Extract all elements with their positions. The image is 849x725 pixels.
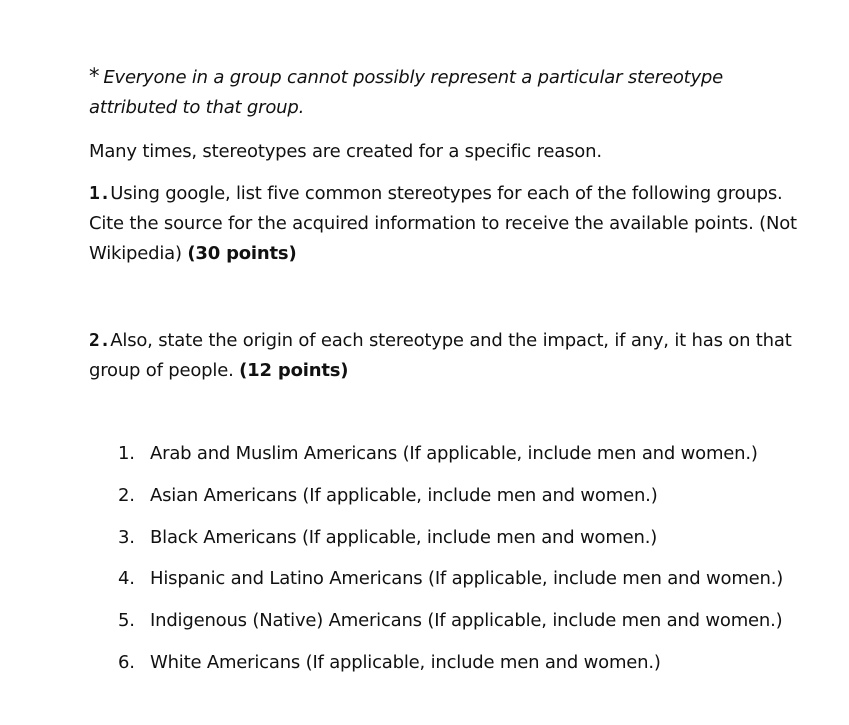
list-item-index: 2. <box>118 484 135 506</box>
list-item-index: 4. <box>118 568 135 590</box>
list-item-text: Indigenous (Native) Americans (If applicable, include men and women.) <box>150 610 783 632</box>
list-item-text: White Americans (If applicable, include men and women.) <box>150 651 661 673</box>
question-1-paragraph <box>89 179 814 269</box>
intro-paragraph: Many times, stereotypes are created for a specific reason. <box>89 141 602 162</box>
question-1-points: (30 points) <box>187 243 297 264</box>
asterisk-mark: * <box>89 64 100 88</box>
list-item-text: Hispanic and Latino Americans (If applicable, include men and women.) <box>150 568 784 590</box>
question-2-number: 2. <box>89 330 111 351</box>
list-item-index: 5. <box>118 610 135 632</box>
list-item-text: Asian Americans (If applicable, include men and women.) <box>150 484 658 506</box>
list-item <box>118 442 783 484</box>
question-1-number: 1. <box>89 183 111 204</box>
list-item-index: 6. <box>118 651 135 673</box>
question-2-points: (12 points) <box>239 360 349 381</box>
groups-list <box>118 442 783 693</box>
note-text: Everyone in a group cannot possibly represent a particular stereotype attributed to that group. <box>89 67 724 118</box>
list-item-text: Arab and Muslim Americans (If applicable, include men and women.) <box>150 443 758 464</box>
question-1-text: Using google, list five common stereotypes for each of the following groups. Cite the source for the acquired information to receive the available points. (Not Wikipedia) <box>89 183 797 264</box>
list-item-text: Black Americans (If applicable, include men and women.) <box>150 526 658 548</box>
list-item-index: 1. <box>118 443 135 464</box>
question-2-text: Also, state the origin of each stereotype and the impact, if any, it has on that group of people. <box>89 330 792 381</box>
list-item <box>118 609 783 651</box>
note-paragraph <box>89 61 779 123</box>
list-item <box>118 526 783 568</box>
list-item <box>118 567 783 609</box>
list-item-index: 3. <box>118 526 135 548</box>
list-item <box>118 484 783 526</box>
question-2-paragraph <box>89 326 809 386</box>
list-item <box>118 651 783 693</box>
